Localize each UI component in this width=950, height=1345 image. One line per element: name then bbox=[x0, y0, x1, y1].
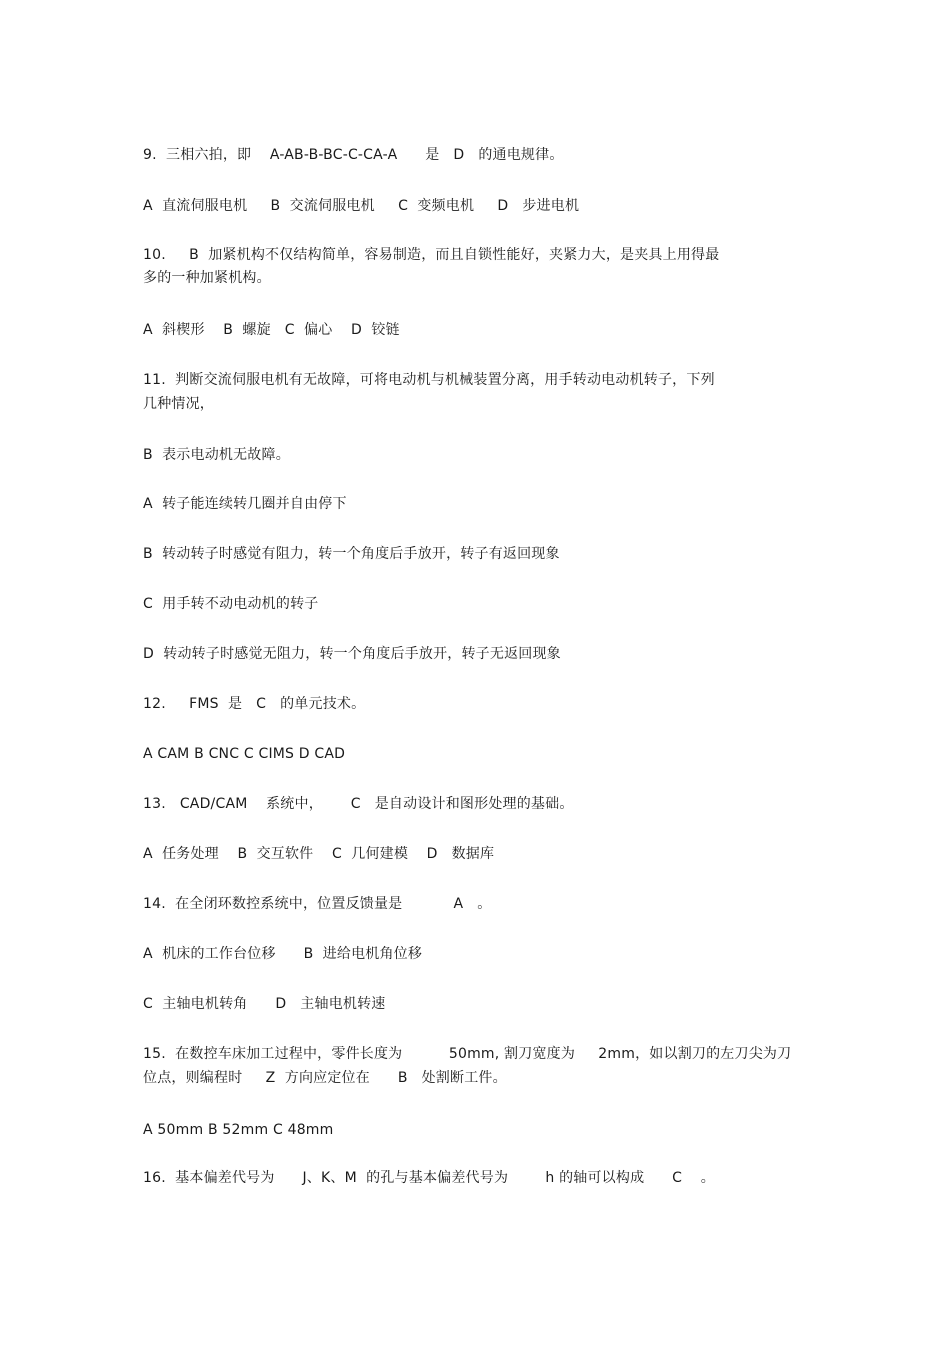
question-14-options-cd: C 主轴电机转角 D 主轴电机转速 bbox=[143, 996, 386, 1012]
question-15-options: A 50mm B 52mm C 48mm bbox=[143, 1122, 334, 1138]
question-9-options: A 直流伺服电机 B 交流伺服电机 C 变频电机 D 步进电机 bbox=[143, 198, 580, 214]
question-10-line-1: 10. B 加紧机构不仅结构简单，容易制造，而且自锁性能好，夹紧力大，是夹具上用得最 bbox=[143, 247, 720, 263]
question-14: 14. 在全闭环数控系统中，位置反馈量是 A 。 bbox=[143, 896, 492, 912]
question-10-options: A 斜楔形 B 螺旋 C 偏心 D 铰链 bbox=[143, 322, 400, 338]
question-12-options: A CAM B CNC C CIMS D CAD bbox=[143, 746, 346, 762]
question-11-line-2: 几种情况， bbox=[143, 396, 214, 412]
question-10-line-2: 多的一种加紧机构。 bbox=[143, 270, 271, 286]
question-11-option-c: C 用手转不动电动机的转子 bbox=[143, 596, 319, 612]
question-12: 12. FMS 是 C 的单元技术。 bbox=[143, 696, 366, 712]
question-16: 16. 基本偏差代号为 J、K、M 的孔与基本偏差代号为 h 的轴可以构成 C 。 bbox=[143, 1170, 715, 1186]
question-15-line-2: 位点，则编程时 Z 方向应定位在 B 处割断工件。 bbox=[143, 1070, 507, 1086]
question-11-option-b: B 转动转子时感觉有阻力，转一个角度后手放开，转子有返回现象 bbox=[143, 546, 560, 562]
question-13-options: A 任务处理 B 交互软件 C 几何建模 D 数据库 bbox=[143, 846, 495, 862]
question-11-option-d: D 转动转子时感觉无阻力，转一个角度后手放开，转子无返回现象 bbox=[143, 646, 561, 662]
question-11-answer: B 表示电动机无故障。 bbox=[143, 447, 290, 463]
question-9: 9. 三相六拍，即 A-AB-B-BC-C-CA-A 是 D 的通电规律。 bbox=[143, 147, 564, 163]
question-11-line-1: 11. 判断交流伺服电机有无故障，可将电动机与机械装置分离，用手转动电动机转子，下列 bbox=[143, 372, 715, 388]
question-14-options-ab: A 机床的工作台位移 B 进给电机角位移 bbox=[143, 946, 423, 962]
question-13: 13. CAD/CAM 系统中， C 是自动设计和图形处理的基础。 bbox=[143, 796, 574, 812]
question-15-line-1: 15. 在数控车床加工过程中，零件长度为 50mm, 割刀宽度为 2mm，如以割刀的左刀尖为刀 bbox=[143, 1046, 792, 1062]
question-11-option-a: A 转子能连续转几圈并自由停下 bbox=[143, 496, 347, 512]
